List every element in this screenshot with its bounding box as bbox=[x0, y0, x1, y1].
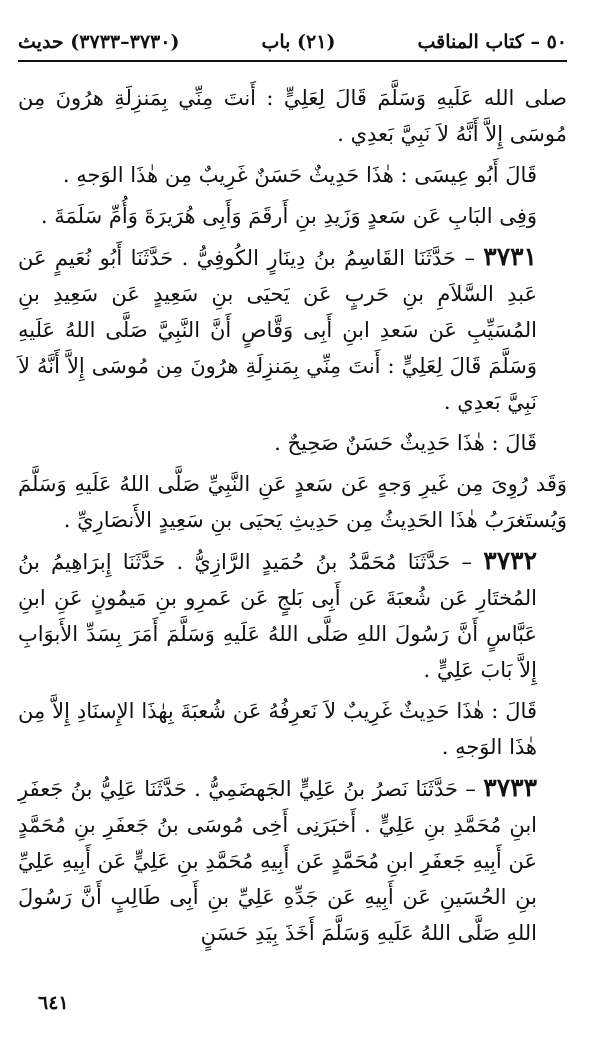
hadith-number: ٣٧٣٢ bbox=[483, 546, 537, 575]
page-body bbox=[18, 80, 567, 956]
paragraph: قَالَ : هٰذَا حَدِيثٌ حَسَنٌ صَحِيحٌ . bbox=[274, 431, 537, 455]
hadith-paragraph: ٣٧٣٣ – حَدَّثَنَا نَصرُ بنُ عَلِيٍّ الجَهضَمِيُّ . حَدَّثَنَا عَلِيُّ بنُ جَعفَرِ ابنِ مُحَمَّدِ بنِ عَلِيٍّ . أَخبَرَنِى أَخِى مُوسَى بنُ جَعفَرِ بنِ مُحَمَّدٍ عَن أَبِيهِ جَعفَرِ ابنِ مُحَمَّدٍ عَن أَبِيهِ مُحَمَّدِ بنِ عَلِيٍّ عَن أَبِيهِ عَلِيِّ بنِ الحُسَينِ عَن أَبِيهِ عَن جَدِّهِ عَلِيِّ بنِ أَبِى طَالِبٍ أَنَّ رَسُولَ اللهِ صَلَّى اللهُ عَلَيهِ وَسَلَّمَ أَخَذَ بِيَدِ حَسَنٍ bbox=[18, 773, 537, 945]
paragraph: وَفِى البَابِ عَن سَعدٍ وَزَيدِ بنِ أَرقَمَ وَأَبِى هُرَيرَةَ وَأُمِّ سَلَمَةَ . bbox=[40, 204, 537, 228]
running-header bbox=[18, 24, 567, 62]
hadith-number: ٣٧٣١ bbox=[483, 242, 537, 271]
header-chapter: (٢١) باب bbox=[261, 31, 336, 53]
hadith-paragraph: ٣٧٣٢ – حَدَّثَنَا مُحَمَّدُ بنُ حُمَيدٍ الرَّازِيُّ . حَدَّثَنَا إِبرَاهِيمُ بنُ المُختَارِ عَن شُعبَةَ عَن أَبِى بَلجٍ عَن عَمرِو بنِ مَيمُونٍ عَنِ ابنِ عَبَّاسٍ أَنَّ رَسُولَ اللهِ صَلَّى اللهُ عَلَيهِ وَسَلَّمَ أَمَرَ بِسَدِّ الأَبوَابِ إِلاَّ بَابَ عَلِيٍّ . bbox=[18, 546, 537, 682]
paragraph: قَالَ أَبُو عِيسَى : هٰذَا حَدِيثٌ حَسَنٌ غَرِيبٌ مِن هٰذَا الوَجهِ . bbox=[62, 163, 537, 187]
page-number: ٦٤١ bbox=[38, 992, 69, 1014]
paragraph: وَقَد رُوِىَ مِن غَيرِ وَجهٍ عَن سَعدٍ عَنِ النَّبِيِّ صَلَّى اللهُ عَلَيهِ وَسَلَّمَ وَيُستَغرَبُ هٰذَا الحَدِيثُ مِن حَدِيثِ يَحيَى بنِ سَعِيدٍ الأَنصَارِيِّ . bbox=[18, 472, 567, 532]
header-book-title: ٥٠ – كتاب المناقب bbox=[417, 31, 567, 53]
paragraph: صلى الله عَلَيهِ وَسَلَّمَ قَالَ لِعَلِيٍّ : أَنتَ مِنِّي بِمَنزِلَةِ هرُونَ مِن مُوسَى إِلاَّ أَنَّهُ لاَ نَبِيَّ بَعدِي . bbox=[18, 86, 567, 146]
hadith-number: ٣٧٣٣ bbox=[483, 773, 537, 802]
header-hadith-range: (٣٧٣٠–٣٧٣٣) حديث bbox=[18, 31, 180, 53]
paragraph: قَالَ : هٰذَا حَدِيثٌ غَرِيبٌ لاَ نَعرِفُهُ عَن شُعبَةَ بِهٰذَا الإِسنَادِ إِلاَّ مِن هٰذَا الوَجهِ . bbox=[18, 699, 537, 759]
hadith-paragraph: ٣٧٣١ – حَدَّثَنَا القَاسِمُ بنُ دِينَارٍ الكُوفِيُّ . حَدَّثَنَا أَبُو نُعَيمٍ عَن عَبدِ السَّلاَمِ بنِ حَربٍ عَن يَحيَى بنِ سَعِيدٍ عَن سَعِيدِ بنِ المُسَيِّبِ عَن سَعدِ ابنِ أَبِى وَقَّاصٍ أَنَّ النَّبِيَّ صَلَّى اللهُ عَلَيهِ وَسَلَّمَ قَالَ لِعَلِيٍّ : أَنتَ مِنِّي بِمَنزِلَةِ هرُونَ مِن مُوسَى إِلاَّ أَنَّهُ لاَ نَبِيَّ بَعدِي . bbox=[18, 242, 537, 414]
